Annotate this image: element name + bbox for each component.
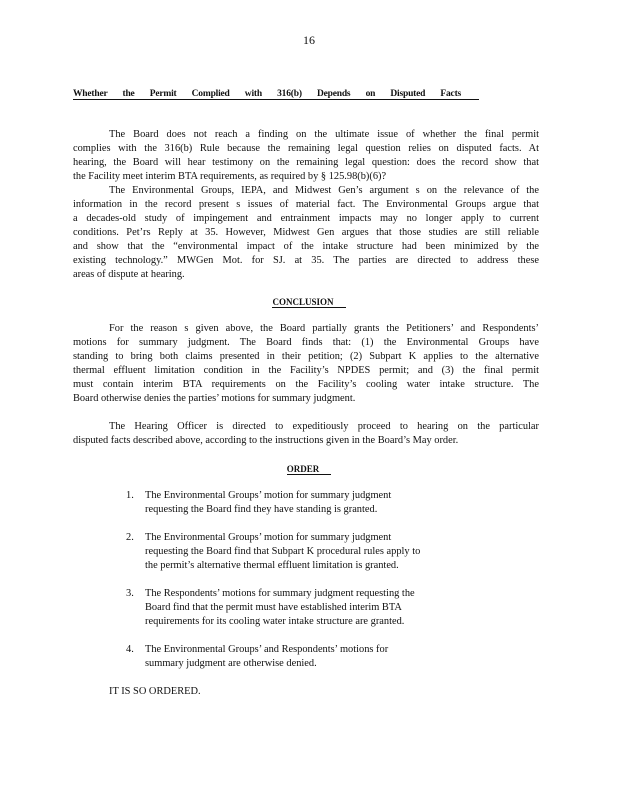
paragraph-conclusion (73, 322, 539, 406)
text-line: The Environmental Groups, IEPA, and Midwest Gen’s argument s on the relevance of the (109, 185, 539, 196)
text-line: complies with the 316(b) Rule because the remaining legal question relies on disputed facts. At (73, 143, 539, 154)
text-line: information in the record present s issues of material fact. The Environmental Groups argue that (73, 199, 539, 210)
order-item-number: 4. (126, 644, 134, 655)
order-item-line: requesting the Board find that Subpart K procedural rules apply to (145, 546, 421, 557)
text-line: the Facility meet interim BTA requirements, as required by § 125.98(b)(6)? (73, 171, 387, 182)
page-number: 16 (303, 33, 315, 47)
text-line: areas of dispute at hearing. (73, 269, 185, 280)
order-item-line: requesting the Board find they have standing is granted. (145, 504, 378, 515)
text-line: hearing, the Board will hear testimony on the remaining legal question: does the record show that (73, 157, 539, 168)
text-line: a decades-old study of impingement and entrainment impacts may no longer apply to current (73, 213, 539, 224)
text-line: thermal effluent limitation condition in the Facility’s NPDES permit; and (3) the final permit (73, 365, 539, 376)
order-item-number: 3. (126, 588, 134, 599)
text-line: The Hearing Officer is directed to expeditiously proceed to hearing on the particular (109, 421, 539, 432)
paragraph-arguments (73, 184, 539, 282)
text-line: standing to bring both claims presented in their petition; (2) Subpart K applies to the alternative (73, 351, 539, 362)
order-item-line: requirements for its cooling water intake structure are granted. (145, 616, 405, 627)
order-item-line: The Environmental Groups’ motion for summary judgment (145, 490, 392, 501)
text-line: and show that the “environmental impact of the intake structure had been minimized by the (73, 241, 539, 252)
section-heading: Whether the Permit Complied with 316(b) Depends on Disputed Facts (73, 89, 479, 100)
text-line: motions for summary judgment. The Board finds that: (1) the Environmental Groups have (73, 337, 539, 348)
order-item-line: the permit’s alternative thermal effluent limitation is granted. (145, 560, 399, 571)
text-line: For the reason s given above, the Board partially grants the Petitioners’ and Respondents’ (109, 323, 539, 334)
order-item-line: The Respondents’ motions for summary judgment requesting the (145, 588, 415, 599)
text-line: Board otherwise denies the parties’ motions for summary judgment. (73, 393, 356, 404)
order-item-line: The Environmental Groups’ motion for summary judgment (145, 532, 392, 543)
text-line: The Board does not reach a finding on the ultimate issue of whether the final permit (109, 129, 539, 140)
text-line: existing technology.” MWGen Mot. for SJ. at 35. The parties are directed to address these (73, 255, 539, 266)
closing-statement: IT IS SO ORDERED. (109, 686, 201, 697)
order-title: ORDER (0, 464, 618, 474)
order-item-line: Board find that the permit must have established interim BTA (145, 602, 402, 613)
text-line: must contain interim BTA requirements on the Facility’s cooling water intake structure. The (73, 379, 539, 390)
order-item-line: The Environmental Groups’ and Respondents’ motions for (145, 644, 389, 655)
order-item-line: summary judgment are otherwise denied. (145, 658, 317, 669)
order-item-number: 2. (126, 532, 134, 543)
text-line: disputed facts described above, according to the instructions given in the Board’s May order. (73, 435, 459, 446)
paragraph-disputed-facts (73, 128, 539, 184)
text-line: conditions. Pet’rs Reply at 35. However, Midwest Gen argues that those studies are still reliable (73, 227, 539, 238)
conclusion-title: CONCLUSION (0, 297, 618, 307)
order-item-number: 1. (126, 490, 134, 501)
paragraph-hearing-officer (73, 420, 539, 448)
